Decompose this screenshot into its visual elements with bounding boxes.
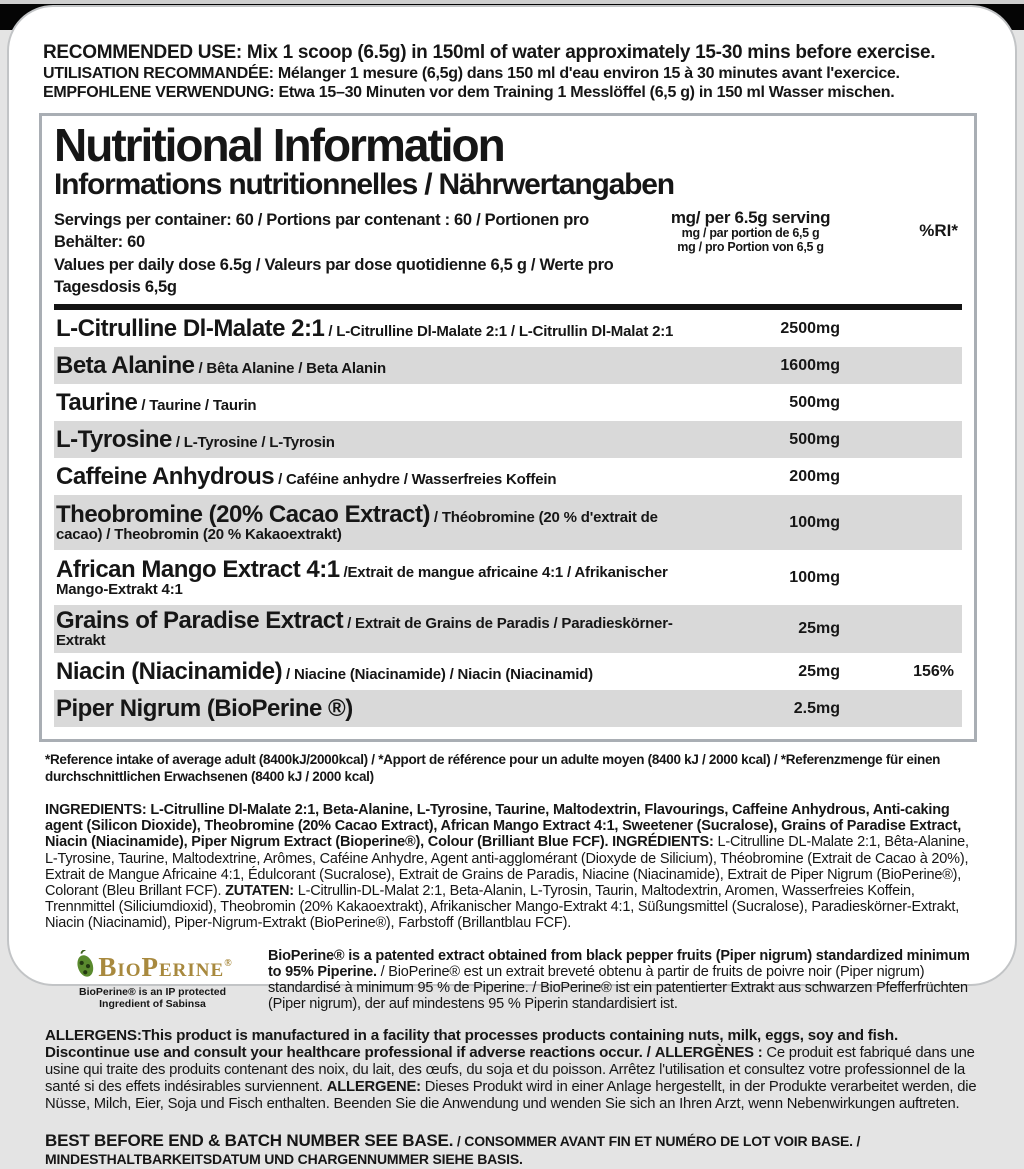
- table-row: [54, 458, 962, 495]
- ingredients-en-text: L-Citrulline Dl-Malate 2:1, Beta-Alanine, L-Tyrosine, Taurine, Maltodextrin, Flavourings, Caffeine Anhydrous, Anti-caking agent (Silicon Dioxide), Theobromine (20% Cacao Extract), African Mango Extract 4:1, Sweetener (Sucralose), Grains of Paradise Extract, Niacin (Niacinamide), Piper Nigrum Extract (Bioperine®), Colour (Brilliant Blue FCF).: [45, 801, 962, 851]
- panel-title: Nutritional Information: [54, 118, 504, 171]
- ingredient-name: Niacin (Niacinamide): [56, 657, 283, 685]
- amount-column-header: [643, 209, 858, 254]
- amount-value: 500mg: [789, 393, 840, 411]
- bioperine-description: [260, 948, 981, 1013]
- ingredient-name: L-Tyrosine: [56, 425, 172, 453]
- best-before-line: [45, 1131, 981, 1169]
- amount-value: 2.5mg: [793, 699, 840, 717]
- table-row: [54, 495, 962, 550]
- amount-value: 25mg: [798, 662, 840, 680]
- ingredient-translations: / L-Citrulline Dl-Malate 2:1 / L-Citrullin Dl-Malat 2:1: [328, 322, 674, 340]
- ingredient-translations: / L-Tyrosine / L-Tyrosin: [175, 433, 335, 451]
- table-row: [54, 550, 962, 605]
- ingredient-translations: / Caféine anhydre / Wasserfreies Koffein: [278, 470, 557, 488]
- amount-value: 100mg: [789, 568, 840, 586]
- bioperine-logo: [45, 948, 260, 1010]
- ingredient-name: Theobromine (20% Cacao Extract): [56, 500, 430, 528]
- amount-value: 100mg: [789, 513, 840, 531]
- panel-subtitle: Informations nutritionnelles / Nährwertangaben: [54, 168, 674, 202]
- table-row: [54, 690, 962, 727]
- bioperine-leaf-icon: [72, 950, 98, 985]
- label-top-edge: [0, 0, 1024, 4]
- allergens-fr-label: ALLERGÈNES :: [654, 1045, 763, 1062]
- recommended-use-de-label: EMPFOHLENE VERWENDUNG:: [43, 83, 275, 101]
- amount-value: 1600mg: [780, 356, 840, 374]
- bioperine-desc-en: BioPerine® is a patented extract obtained from black pepper fruits (Piper nigrum) standardized minimum to 95% Piperine.: [268, 947, 970, 980]
- ingredient-translations: / Bêta Alanine / Beta Alanin: [198, 359, 386, 377]
- recommended-use-en-label: RECOMMENDED USE:: [43, 42, 242, 63]
- ingredient-name: Taurine: [56, 388, 138, 416]
- allergens-en-text: This product is manufactured in a facility that processes products containing nuts, milk, eggs, soy and fish. Discontinue use and consult your healthcare professional if adverse reactions occur. /: [45, 1026, 899, 1062]
- ingredients-en-label: INGREDIENTS:: [45, 801, 147, 818]
- allergens-paragraph: [45, 1027, 981, 1113]
- table-row: [54, 384, 962, 421]
- ingredient-name: L-Citrulline Dl-Malate 2:1: [56, 314, 325, 342]
- bioperine-desc-frde: / BioPerine® est un extrait breveté obtenu à partir de fruits de poivre noir (Piper nigrum) standardisé à minimum 95 % de Piperine. / BioPerine® ist ein patentierter Extrakt aus schwarzen Pfefferfrüchten (Piper nigrum), der auf mindestens 95 % Piperin standardisiert ist.: [268, 963, 968, 1013]
- best-before-frde: / CONSOMMER AVANT FIN ET NUMÉRO DE LOT VOIR BASE. / MINDESTHALTBARKEITSDATUM UND CHARGENNUMMER SIEHE BASIS.: [45, 1132, 861, 1167]
- amount-value: 2500mg: [780, 319, 840, 337]
- table-row: [54, 347, 962, 384]
- ingredient-name: Caffeine Anhydrous: [56, 462, 275, 490]
- bioperine-logo-caption: BioPerine® is an IP protected Ingredient of Sabinsa: [79, 985, 226, 1010]
- ingredient-name: Beta Alanine: [56, 351, 195, 379]
- nutrition-panel: [39, 113, 977, 743]
- ri-column-header: %RI*: [919, 221, 958, 240]
- recommended-use-block: [43, 41, 983, 103]
- allergens-en-label: ALLERGENS:: [45, 1026, 142, 1044]
- table-row: [54, 653, 962, 690]
- table-row: [54, 605, 962, 653]
- bioperine-wordmark: BioPerine®: [98, 951, 233, 982]
- ingredient-name: Grains of Paradise Extract: [56, 607, 344, 635]
- amount-header-en: mg/ per 6.5g serving: [670, 208, 831, 227]
- trademark-symbol: ®: [224, 957, 233, 969]
- ingredient-name: Piper Nigrum (BioPerine ®): [56, 694, 353, 722]
- table-row: [54, 310, 962, 347]
- ingredient-translations: / Taurine / Taurin: [141, 396, 257, 414]
- table-row: [54, 421, 962, 458]
- servings-info: [54, 209, 643, 298]
- ingredients-paragraph: [45, 802, 981, 932]
- recommended-use-de-text: Etwa 15–30 Minuten vor dem Training 1 Messlöffel (6,5 g) in 150 ml Wasser mischen.: [274, 83, 895, 101]
- recommended-use-en: [43, 41, 983, 65]
- amount-value: 25mg: [798, 620, 840, 638]
- recommended-use-fr-text: Mélanger 1 mesure (6,5g) dans 150 ml d'eau environ 15 à 30 minutes avant l'exercice.: [273, 64, 900, 82]
- allergens-fr-text: Ce produit est fabriqué dans une usine qui traite des produits contenant des noix, du lait, des œufs, du soja et du poisson. Arrêtez l'utilisation et consultez votre professionnel de la santé si des effets indésirables surviennent.: [45, 1045, 975, 1096]
- reference-intake-note: *Reference intake of average adult (8400kJ/2000kcal) / *Apport de référence pour un adulte moyen (8400 kJ / 2000 kcal) / *Referenzmenge für einen durchschnittlichen Erwachsenen (8400 kJ / 2000 kcal): [45, 752, 941, 784]
- amount-value: 200mg: [789, 467, 840, 485]
- allergens-de-text: Dieses Produkt wird in einer Anlage hergestellt, in der Produkte verarbeitet werden, die Nüsse, Milch, Eier, Soja und Fisch enthalten. Beenden Sie die Anwendung und wenden Sie sich an Ihren Arzt, wenn Nebenwirkungen auftreten.: [45, 1079, 977, 1113]
- ingredients-de-text: L-Citrullin-DL-Malat 2:1, Beta-Alanin, L-Tyrosin, Taurin, Maltodextrin, Aromen, Wasserfreies Koffein, Trennmittel (Siliciumdioxid), Theobromin (20% Kakaoextrakt), Afrikanischer Mango-Extrakt 4:1, Süßungsmittel (Sucralose), Paradieskörner-Extrakt, Niacin (Niacinamid), Piper-Nigrum-Extrakt (BioPerine®), Farbstoff (Brillantblau FCF).: [45, 882, 960, 932]
- ingredient-translations: / Théobromine (20 % d'extrait de cacao) / Theobromin (20 % Kakaoextrakt): [56, 508, 658, 543]
- amount-header-de: mg / pro Portion von 6,5 g: [677, 239, 824, 254]
- bioperine-section: [45, 948, 981, 1013]
- amount-header-fr: mg / par portion de 6,5 g: [681, 225, 820, 240]
- recommended-use-en-text: Mix 1 scoop (6.5g) in 150ml of water approximately 15-30 mins before exercise.: [241, 42, 936, 63]
- best-before-en: BEST BEFORE END & BATCH NUMBER SEE BASE.: [45, 1130, 454, 1150]
- allergens-de-label: ALLERGENE:: [326, 1079, 421, 1096]
- amount-value: 500mg: [789, 430, 840, 448]
- panel-header: [54, 209, 962, 298]
- ingredient-name: African Mango Extract 4:1: [56, 555, 340, 583]
- ri-value: 156%: [913, 662, 954, 680]
- ingredient-translations: /Extrait de mangue africaine 4:1 / Afrikanischer Mango-Extrakt 4:1: [56, 563, 668, 598]
- ingredients-fr-label: INGRÉDIENTS:: [612, 834, 714, 851]
- ingredient-translations: / Extrait de Grains de Paradis / Paradieskörner-Extrakt: [56, 615, 673, 650]
- values-per-dose: Values per daily dose 6.5g / Valeurs par dose quotidienne 6,5 g / Werte pro Tagesdosis 6,5g: [54, 255, 614, 296]
- recommended-use-frde: [43, 65, 983, 103]
- ingredients-de-label: ZUTATEN:: [225, 882, 294, 899]
- ingredient-translations: / Niacine (Niacinamide) / Niacin (Niacinamid): [286, 665, 593, 683]
- ingredients-fr-text: L-Citrulline DL-Malate 2:1, Bêta-Alanine, L-Tyrosine, Taurine, Maltodextrine, Arômes, Caféine Anhydre, Agent anti-agglomérant (Dioxyde de Silicium), Théobromine (Extrait de Cacao à 20%), Extrait de Mangue Africaine 4:1, Édulcorant (Sucralose), Extrait de Grains de Paradis, Niacine (Niacinamide), Extrait de Piper Nigrum (BioPerine®), Colorant (Bleu Brillant FCF).: [45, 834, 969, 899]
- servings-per-container: Servings per container: 60 / Portions par contenant : 60 / Portionen pro Behälter: 60: [54, 211, 589, 252]
- supplement-label: [7, 5, 1017, 1167]
- recommended-use-fr-label: UTILISATION RECOMMANDÉE:: [43, 64, 274, 82]
